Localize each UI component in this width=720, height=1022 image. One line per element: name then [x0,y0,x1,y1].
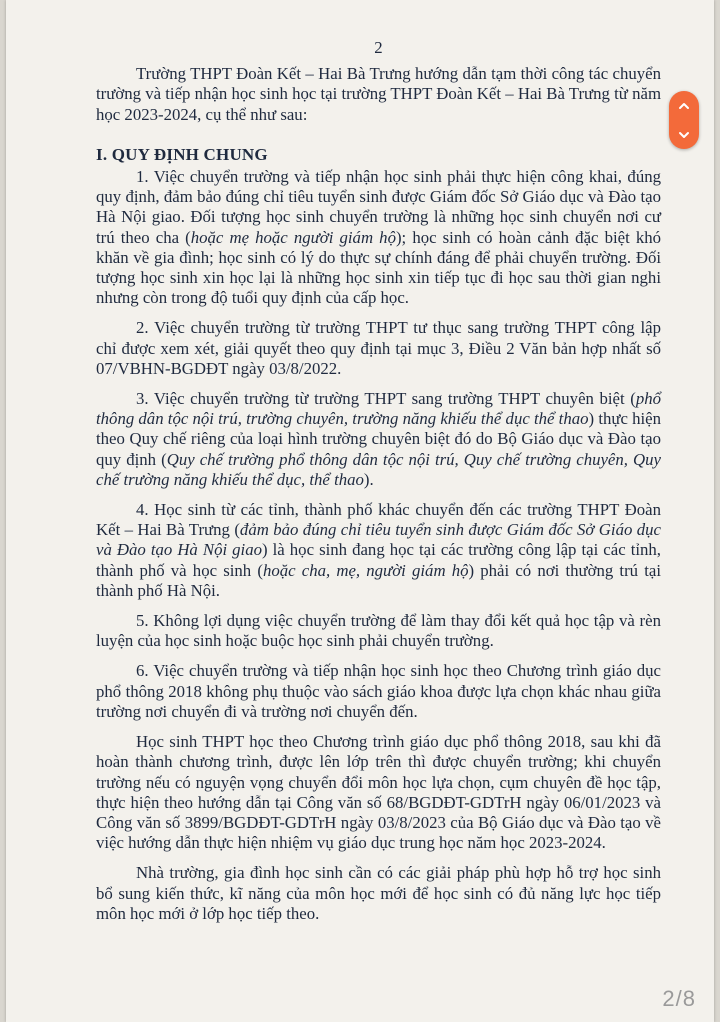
paragraph-3: 3. Việc chuyển trường từ trường THPT sang trường THPT chuyên biệt (phổ thông dân tộc nội trú, trường chuyên, trường năng khiếu thể dục thể thao) thực hiện theo Quy chế riêng của loại hình trường chuyên biệt đó do Bộ Giáo dục và Đào tạo quy định (Quy chế trường phổ thông dân tộc nội trú, Quy chế trường chuyên, Quy chế trường năng khiếu thể dục, thể thao). [96,389,662,489]
paragraph-5: 5. Không lợi dụng việc chuyển trường để làm thay đổi kết quả học tập và rèn luyện của học sinh hoặc buộc học sinh phải chuyển trường. [96,611,661,651]
paragraph-6: 6. Việc chuyển trường và tiếp nhận học sinh học theo Chương trình giáo dục phổ thông 2018 không phụ thuộc vào sách giáo khoa được lựa chọn khác nhau giữa trường nơi chuyển đi và trường nơi chuyển đến. [96,661,661,721]
next-page-button[interactable] [669,120,699,149]
chevron-down-icon [678,129,690,141]
paragraph-1: 1. Việc chuyển trường và tiếp nhận học sinh phải thực hiện công khai, đúng quy định, đảm bảo đúng chỉ tiêu tuyển sinh được Giám đốc Sở Giáo dục và Đào tạo Hà Nội giao. Đối tượng học sinh chuyển trường là những học sinh chuyển nơi cư trú theo cha (hoặc mẹ hoặc người giám hộ); học sinh có hoàn cảnh đặc biệt khó khăn về gia đình; học sinh có lý do thực sự chính đáng để phải chuyển trường. Đối tượng học sinh xin học lại là những học sinh xin tiếp tục đi học sau thời gian nghi nhưng còn trong độ tuổi quy định của cấp học. [96,167,662,308]
paragraph-4: 4. Học sinh từ các tỉnh, thành phố khác chuyển đến các trường THPT Đoàn Kết – Hai Bà Trưng (đảm bảo đúng chỉ tiêu tuyển sinh được Giám đốc Sở Giáo dục và Đào tạo Hà Nội giao) là học sinh đang học tại các trường công lập tại các tỉnh, thành phố và học sinh (hoặc cha, mẹ, người giám hộ) phải có nơi thường trú tại thành phố Hà Nội. [96,500,662,600]
chevron-up-icon [678,100,690,112]
page-navigation-control [669,91,699,149]
intro-paragraph: Trường THPT Đoàn Kết – Hai Bà Trưng hướng dẫn tạm thời công tác chuyển trường và tiếp nhận học sinh học tại trường THPT Đoàn Kết – Hai Bà Trưng từ năm học 2023-2024, cụ thể như sau: [96,64,661,124]
page-counter: 2/8 [662,986,696,1011]
paragraph-7: Học sinh THPT học theo Chương trình giáo dục phổ thông 2018, sau khi đã hoàn thành chương trình, được lên lớp trên thì được chuyển trường; khi chuyển trường nếu có nguyện vọng chuyển đổi môn học lựa chọn, cụm chuyên đề học tập, thực hiện theo hướng dẫn tại Công văn số 68/BGDĐT-GDTrH ngày 06/01/2023 và Công văn số 3899/BGDĐT-GDTrH ngày 03/8/2023 của Bộ Giáo dục và Đào tạo về việc hướng dẫn thực hiện nhiệm vụ giáo dục trung học năm học 2023-2024. [96,732,661,853]
paragraph-2: 2. Việc chuyển trường từ trường THPT tư thục sang trường THPT công lập chỉ được xem xét, giải quyết theo quy định tại mục 3, Điều 2 Văn bản hợp nhất số 07/VBHN-BGDĐT ngày 03/8/2022. [96,318,661,378]
section-title: I. QUY ĐỊNH CHUNG [96,144,268,164]
paragraph-8: Nhà trường, gia đình học sinh cần có các giải pháp phù hợp hỗ trợ học sinh bổ sung kiến thức, kĩ năng của môn học mới để học sinh có đủ năng lực học tiếp môn học mới ở lớp học tiếp theo. [96,863,661,923]
document-page [6,0,714,1022]
page-content [96,38,661,924]
previous-page-button[interactable] [669,91,699,120]
page-number: 2 [374,38,383,57]
